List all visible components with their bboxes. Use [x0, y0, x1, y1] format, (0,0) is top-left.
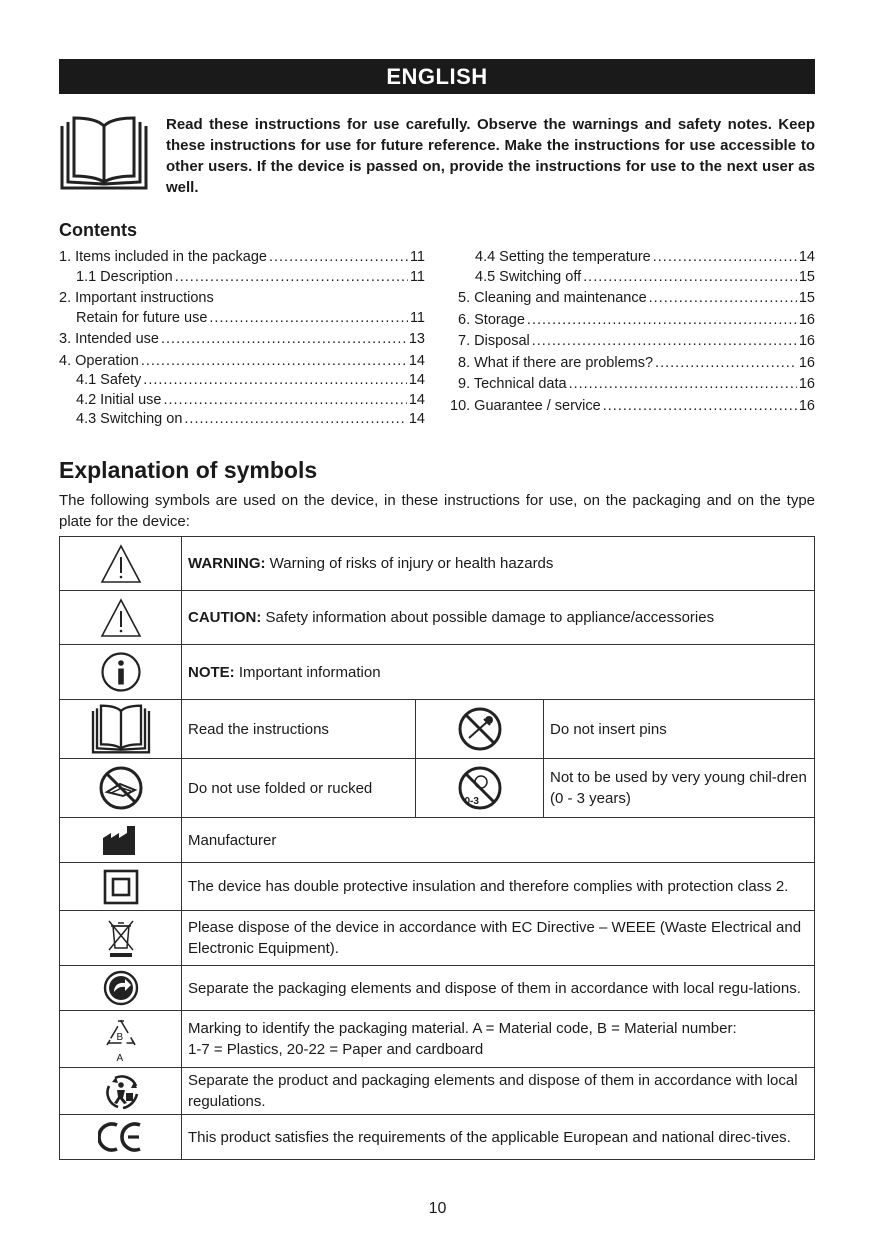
toc-item[interactable]: 4. Operation ..... 14	[59, 352, 425, 372]
separate-product-text: Separate the product and packaging elements and dispose of them in accordance with local regulations.	[182, 1068, 815, 1115]
material-marking-text-2: 1-7 = Plastics, 20-22 = Paper and cardboard	[188, 1041, 484, 1058]
table-row	[60, 1068, 815, 1115]
toc-item[interactable]: 7. Disposal ..... 16	[450, 332, 815, 352]
no-pins-icon	[457, 706, 503, 752]
ce-mark-icon	[98, 1121, 144, 1153]
material-code-icon-wrap	[101, 1017, 141, 1064]
table-row	[60, 537, 815, 591]
table-row	[60, 1011, 815, 1068]
ce-text: This product satisfies the requirements of the applicable European and national direc-tives.	[182, 1115, 815, 1160]
note-label: NOTE:	[188, 663, 235, 681]
read-instructions-text: Read the instructions	[182, 700, 416, 759]
caution-triangle-icon	[99, 597, 143, 639]
table-row	[60, 818, 815, 863]
weee-text: Please dispose of the device in accordance with EC Directive – WEEE (Waste Electrical and Electronic Equipment).	[182, 911, 815, 966]
note-text: Important information	[234, 663, 381, 681]
toc-item[interactable]: 6. Storage ..... 16	[450, 311, 815, 331]
toc-item[interactable]: 4.4 Setting the temperature ..... 14	[450, 248, 815, 268]
book-icon	[89, 703, 153, 755]
symbols-title: Explanation of symbols	[59, 457, 318, 483]
no-children-icon	[457, 765, 503, 811]
toc-left-column	[59, 248, 425, 430]
warning-label: WARNING:	[188, 555, 266, 572]
toc-item[interactable]: 5. Cleaning and maintenance ..... 15	[450, 289, 815, 309]
toc-right-column	[450, 248, 815, 416]
weee-bin-icon	[106, 918, 136, 958]
contents-title: Contents	[59, 220, 137, 240]
material-marking-text: Marking to identify the packaging material. A = Material code, B = Material number:	[188, 1020, 737, 1037]
warning-text: Warning of risks of injury or health hazards	[265, 555, 554, 572]
toc-item[interactable]: 1. Items included in the package ..... 11	[59, 248, 425, 268]
warning-triangle-icon	[99, 543, 143, 585]
separate-disposal-icon	[101, 1072, 141, 1110]
book-icon	[58, 114, 150, 192]
no-pins-text: Do not insert pins	[544, 700, 815, 759]
toc-item[interactable]: 4.3 Switching on ..... 14	[59, 410, 425, 430]
table-row	[60, 591, 815, 645]
caution-label: CAUTION:	[188, 609, 262, 626]
table-row	[60, 966, 815, 1011]
no-folded-text: Do not use folded or rucked	[182, 759, 416, 818]
material-code-b: B	[116, 1032, 124, 1043]
info-icon	[100, 651, 142, 693]
material-code-a: A	[116, 1053, 124, 1064]
toc-item[interactable]: 4.5 Switching off ..... 15	[450, 268, 815, 288]
language-banner: ENGLISH	[59, 59, 815, 94]
table-row	[60, 759, 815, 818]
no-children-text: Not to be used by very young chil-dren (0 - 3 years)	[544, 759, 815, 818]
toc-item[interactable]: 10. Guarantee / service ..... 16	[450, 397, 815, 417]
toc-item[interactable]: 4.1 Safety ..... 14	[59, 371, 425, 391]
no-children-icon-wrap	[457, 765, 503, 811]
symbols-table	[59, 536, 815, 1160]
table-row	[60, 700, 815, 759]
toc-item[interactable]: 8. What if there are problems? ..... 16	[450, 354, 815, 374]
no-folding-icon	[98, 765, 144, 811]
symbols-intro: The following symbols are used on the device, in these instructions for use, on the packaging and on the type plate for the device:	[59, 492, 815, 530]
recycling-arrow-icon	[103, 970, 139, 1006]
intro-paragraph: Read these instructions for use carefully. Observe the warnings and safety notes. Keep these instructions for use for future reference. Make the instructions for use accessible to other users. If the device is passed on, provide the instructions for use to the next user as well.	[166, 116, 815, 196]
table-row	[60, 645, 815, 700]
table-row	[60, 863, 815, 911]
toc-item[interactable]: 4.2 Initial use ..... 14	[59, 391, 425, 411]
recycle-packaging-text: Separate the packaging elements and dispose of them in accordance with local regu-lations.	[182, 966, 815, 1011]
manufacturer-text: Manufacturer	[182, 818, 815, 863]
page-number: 10	[428, 1200, 447, 1217]
manufacturer-icon	[101, 824, 141, 856]
table-row	[60, 1115, 815, 1160]
double-insulation-text: The device has double protective insulation and therefore complies with protection class 2.	[182, 863, 815, 911]
caution-text: Safety information about possible damage to appliance/accessories	[261, 609, 715, 626]
toc-item[interactable]: 2. Important instructions	[59, 290, 214, 306]
toc-item[interactable]: 3. Intended use ..... 13	[59, 330, 425, 350]
table-row	[60, 911, 815, 966]
no-children-age-label: 0-3	[464, 796, 479, 807]
toc-item[interactable]: 1.1 Description ..... 11	[59, 268, 425, 288]
toc-item[interactable]: 9. Technical data ..... 16	[450, 375, 815, 395]
toc-item[interactable]: Retain for future use ..... 11	[59, 309, 425, 329]
double-insulation-icon	[103, 869, 139, 905]
